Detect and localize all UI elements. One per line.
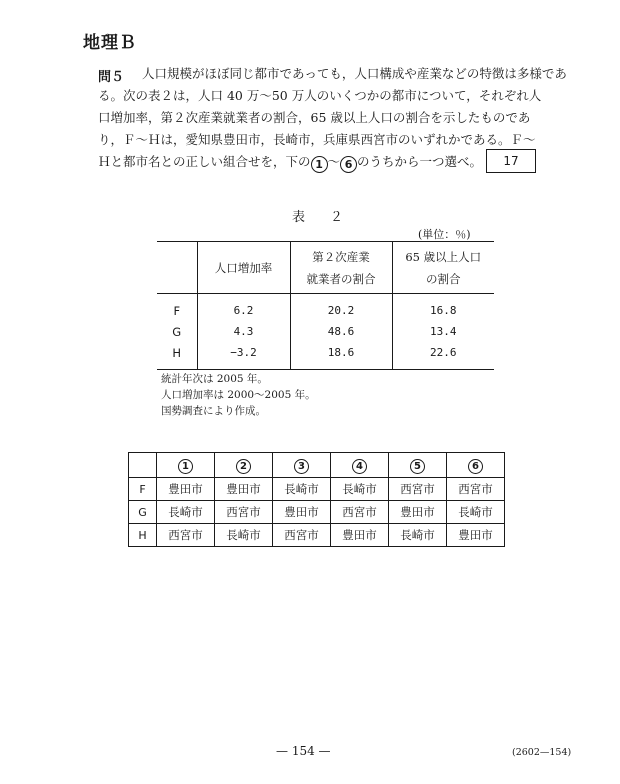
choice-number-circle: 3 — [294, 459, 309, 474]
table-row — [157, 321, 494, 342]
table-note-source: 国勢調査により作成。 — [161, 405, 266, 417]
stats-table — [157, 241, 494, 370]
choice-cell: 西宮市 — [273, 524, 331, 547]
table-title: 表 ２ — [292, 210, 350, 225]
page-code: (2602—154) — [512, 747, 572, 758]
choices-header-blank — [129, 453, 157, 478]
choice-cell: 西宮市 — [157, 524, 215, 547]
choice-cell: 豊田市 — [157, 478, 215, 501]
header-elderly — [392, 242, 494, 294]
answer-number-box[interactable]: 17 — [486, 149, 536, 173]
header-pop-growth: 人口増加率 — [197, 242, 290, 294]
choice-column-2[interactable] — [215, 453, 273, 478]
choice-column-4[interactable] — [331, 453, 389, 478]
table-row — [157, 342, 494, 370]
header-secondary-l1: 第２次産業 — [312, 249, 370, 264]
choice-cell: 西宮市 — [389, 478, 447, 501]
pop-growth-value: 4.3 — [197, 321, 290, 342]
question-line-1: 人口規模がほぼ同じ都市であっても，人口構成や産業などの特徴は多様であ — [142, 66, 567, 81]
elderly-value: 13.4 — [430, 325, 457, 338]
choice-last-circle: 6 — [340, 156, 357, 173]
choice-cell: 西宮市 — [331, 501, 389, 524]
choice-column-1[interactable] — [157, 453, 215, 478]
choice-cell: 長崎市 — [157, 501, 215, 524]
secondary-value: 18.6 — [290, 342, 392, 370]
choice-column-3[interactable] — [273, 453, 331, 478]
row-label: F — [129, 478, 157, 501]
choice-cell: 豊田市 — [389, 501, 447, 524]
question-label: 問５ — [98, 70, 125, 85]
subject-title: 地理Ｂ — [83, 33, 137, 53]
row-label: H — [129, 524, 157, 547]
choice-cell: 長崎市 — [215, 524, 273, 547]
choices-row-h — [129, 524, 505, 547]
choice-cell: 長崎市 — [447, 501, 505, 524]
stats-header-row — [157, 242, 494, 294]
choice-column-5[interactable] — [389, 453, 447, 478]
pop-growth-value: −3.2 — [197, 342, 290, 370]
table-row — [157, 294, 494, 322]
choice-number-circle: 4 — [352, 459, 367, 474]
choice-first-circle: 1 — [311, 156, 328, 173]
row-label: F — [157, 294, 197, 322]
choices-row-g — [129, 501, 505, 524]
table-unit: (単位：％) — [418, 228, 471, 241]
choices-table — [128, 452, 505, 547]
question-line-3: 口増加率，第２次産業就業者の割合，65 歳以上人口の割合を示したものであ — [98, 110, 531, 125]
choice-cell: 豊田市 — [331, 524, 389, 547]
choice-cell: 長崎市 — [331, 478, 389, 501]
pop-growth-value: 6.2 — [197, 294, 290, 322]
question-line-4: り，Ｆ〜Ｈは，愛知県豊田市，長崎市，兵庫県西宮市のいずれかである。Ｆ〜 — [98, 132, 536, 147]
choices-header-row — [129, 453, 505, 478]
header-elderly-l1: 65 歳以上人口 — [405, 249, 482, 264]
stats-header-blank — [157, 242, 197, 294]
choice-cell: 長崎市 — [389, 524, 447, 547]
choice-number-circle: 2 — [236, 459, 251, 474]
choice-cell: 西宮市 — [447, 478, 505, 501]
choice-range-sep: 〜 — [327, 154, 341, 169]
elderly-value: 22.6 — [430, 346, 457, 359]
choice-column-6[interactable] — [447, 453, 505, 478]
choice-number-circle: 5 — [410, 459, 425, 474]
choice-number-circle: 1 — [178, 459, 193, 474]
choice-number-circle: 6 — [468, 459, 483, 474]
table-note-period: 人口増加率は 2000〜2005 年。 — [161, 389, 316, 401]
secondary-value: 20.2 — [290, 294, 392, 322]
secondary-value: 48.6 — [290, 321, 392, 342]
header-elderly-l2: の割合 — [426, 271, 461, 286]
choice-cell: 豊田市 — [447, 524, 505, 547]
table-note-year: 統計年次は 2005 年。 — [161, 373, 268, 385]
question-line-5-start: Ｈと都市名との正しい組合せを，下の — [98, 154, 311, 169]
choice-cell: 豊田市 — [215, 478, 273, 501]
row-label: G — [157, 321, 197, 342]
header-secondary — [290, 242, 392, 294]
row-label: H — [157, 342, 197, 370]
choice-cell: 西宮市 — [215, 501, 273, 524]
page-number: — 154 — — [276, 744, 331, 758]
elderly-value: 16.8 — [430, 304, 457, 317]
question-line-5-end: のうちから一つ選べ。 — [357, 154, 483, 169]
question-line-2: る。次の表２は，人口 40 万〜50 万人のいくつかの都市について，それぞれ人 — [98, 88, 542, 103]
question-line-5 — [98, 154, 482, 173]
choice-cell: 豊田市 — [273, 501, 331, 524]
choices-row-f — [129, 478, 505, 501]
row-label: G — [129, 501, 157, 524]
header-secondary-l2: 就業者の割合 — [306, 271, 376, 286]
choice-cell: 長崎市 — [273, 478, 331, 501]
